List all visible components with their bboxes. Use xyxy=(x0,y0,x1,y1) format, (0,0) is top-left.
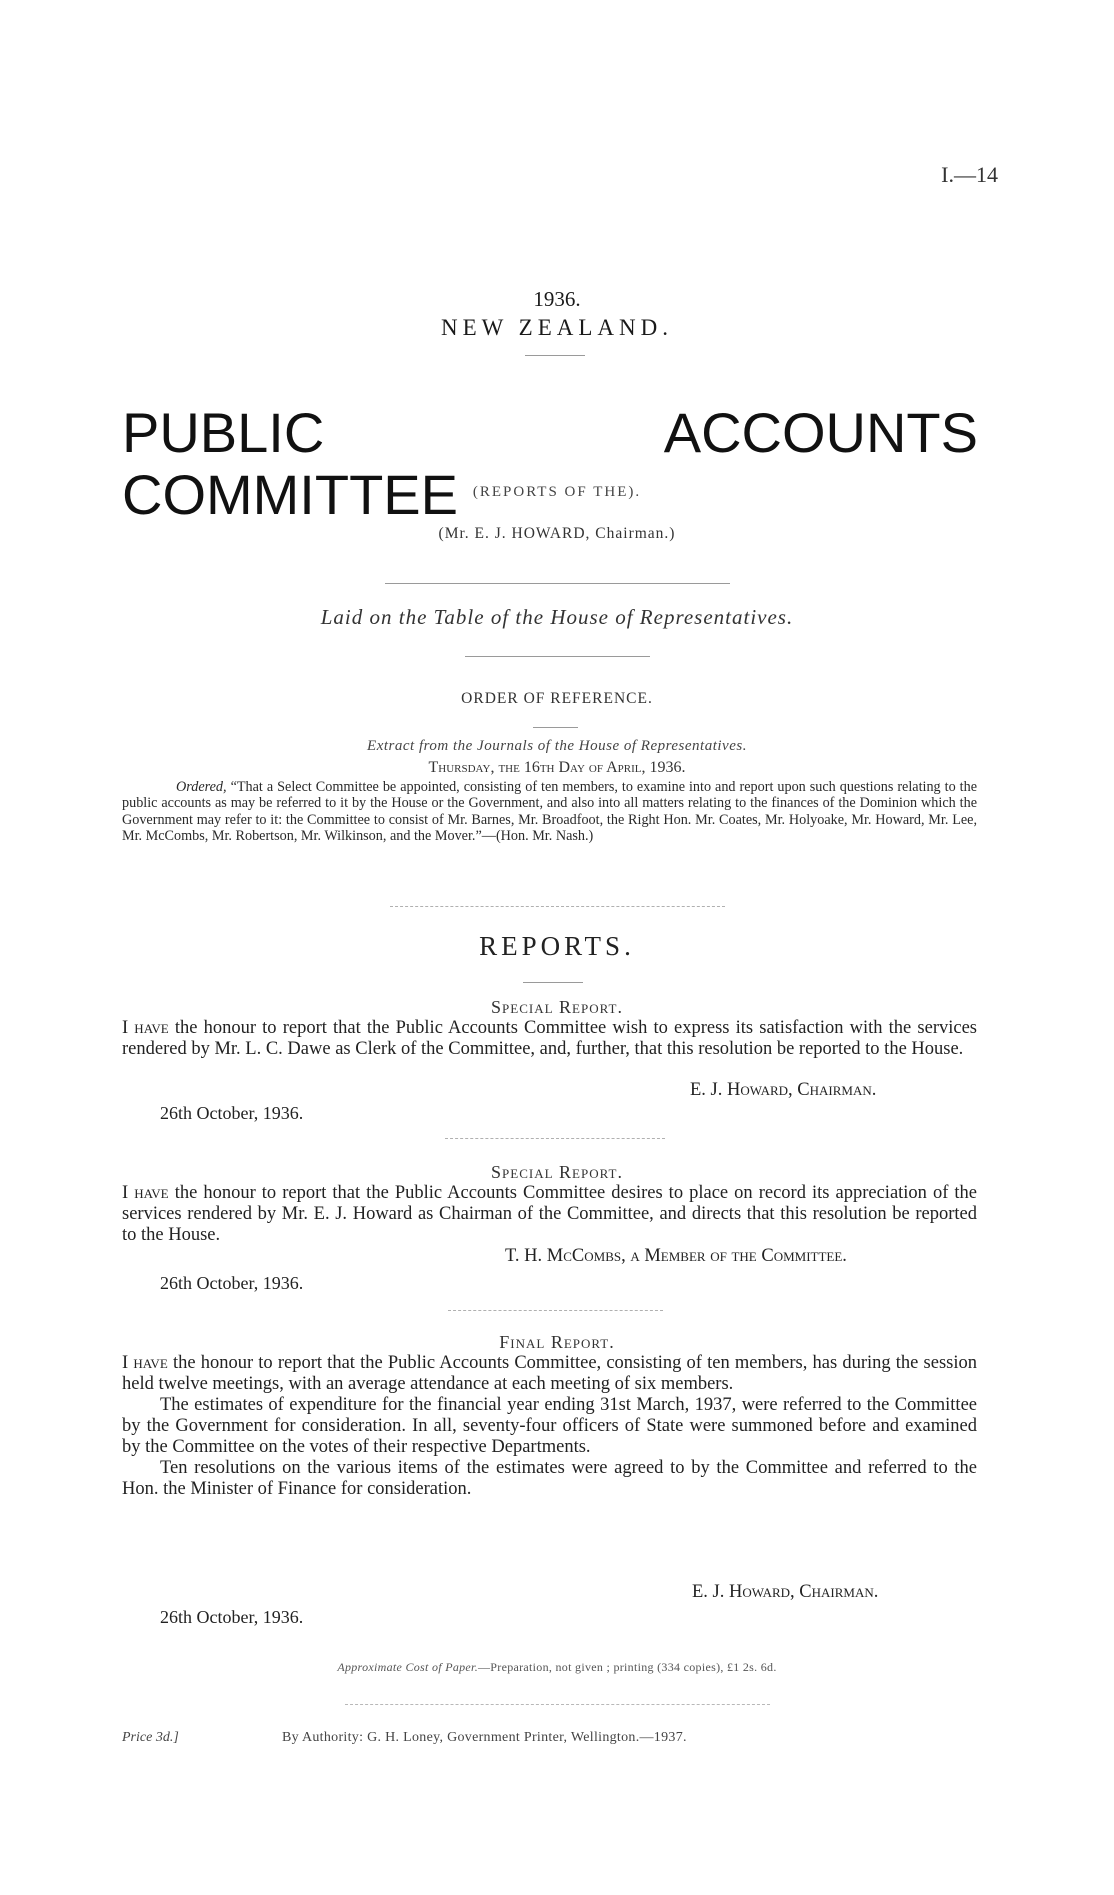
report2-text: the honour to report that the Public Accounts Committee desires to place on record its appreciation of the services rendered by Mr. E. J. Howard as Chairman of the Committee, and directs that this resolution be reported to the House. xyxy=(122,1183,978,1245)
report2-body xyxy=(122,1183,977,1246)
divider-1 xyxy=(525,355,585,356)
order-heading: ORDER OF REFERENCE. xyxy=(461,690,653,707)
report2-date: 26th October, 1936. xyxy=(160,1273,304,1293)
report1-body xyxy=(122,1018,977,1060)
report2-heading: Special Report. xyxy=(491,1162,623,1182)
divider-3 xyxy=(465,656,650,657)
ordered-word: Ordered, xyxy=(176,779,227,795)
report3-p1: the honour to report that the Public Accounts Committee, consisting of ten members, has during the session held twelve meetings, with an average attendance at each meeting of six members. xyxy=(122,1353,978,1394)
cost-text: —Preparation, not given ; printing (334 copies), £1 2s. 6d. xyxy=(478,1660,777,1674)
price: Price 3d.] xyxy=(122,1730,179,1745)
divider-5 xyxy=(390,906,725,907)
order-text xyxy=(122,779,977,845)
report3-date: 26th October, 1936. xyxy=(160,1607,304,1627)
order-extract: Extract from the Journals of the House of Representatives. xyxy=(367,738,747,754)
report2-opening: I have xyxy=(122,1183,169,1203)
chairman-line: (Mr. E. J. HOWARD, Chairman.) xyxy=(438,525,676,542)
order-body: “That a Select Committee be appointed, consisting of ten members, to examine into and report upon such questions relating to the public accounts as may be referred to it by the House or the Government, and also into all matters relating to the finances of the Dominion which the Government may refer to it: the Committee to consist of Mr. Barnes, Mr. Broadfoot, the Right Hon. Mr. Coates, Mr. Holyoake, Mr. Howard, Mr. Lee, Mr. McCombs, Mr. Robertson, Mr. Wilkinson, and the Mover.”—(Hon. Mr. Nash.) xyxy=(122,779,978,845)
divider-6 xyxy=(523,982,583,983)
report3-opening: I have xyxy=(122,1353,168,1373)
country: NEW ZEALAND. xyxy=(440,315,674,340)
order-date: Thursday, the 16th Day of April, 1936. xyxy=(428,759,686,776)
report1-date: 26th October, 1936. xyxy=(160,1103,304,1123)
page-title: PUBLIC ACCOUNTS COMMITTEE xyxy=(122,401,978,526)
report3-signature: E. J. Howard, Chairman. xyxy=(692,1582,879,1602)
divider-7 xyxy=(445,1138,665,1139)
divider-8 xyxy=(448,1310,663,1311)
divider-9 xyxy=(345,1704,770,1705)
year: 1936. xyxy=(533,287,581,311)
report3-body xyxy=(122,1353,977,1500)
report3-heading: Final Report. xyxy=(499,1332,615,1352)
report1-opening: I have xyxy=(122,1018,169,1038)
divider-2 xyxy=(385,583,730,584)
page-reference: I.—14 xyxy=(941,162,998,187)
cost-line xyxy=(0,1660,1114,1675)
subtitle: (REPORTS OF THE). xyxy=(472,484,642,500)
reports-heading: REPORTS. xyxy=(479,931,635,961)
divider-4 xyxy=(533,727,578,728)
cost-label: Approximate Cost of Paper. xyxy=(337,1660,478,1674)
laid-line: Laid on the Table of the House of Representatives. xyxy=(320,605,794,629)
authority: By Authority: G. H. Loney, Government Printer, Wellington.—1937. xyxy=(282,1730,687,1745)
report1-heading: Special Report. xyxy=(491,997,623,1017)
report3-p2: The estimates of expenditure for the financial year ending 31st March, 1937, were referred to the Committee by the Government for consideration. In all, seventy-four officers of State were summoned before and examined by the Committee on the votes of their respective Departments. xyxy=(122,1395,977,1457)
report1-signature: E. J. Howard, Chairman. xyxy=(690,1080,877,1100)
report2-signature: T. H. McCombs, a Member of the Committee. xyxy=(505,1246,847,1266)
report3-p3: Ten resolutions on the various items of the estimates were agreed to by the Committee and referred to the Hon. the Minister of Finance for consideration. xyxy=(122,1458,977,1499)
report1-text: the honour to report that the Public Accounts Committee wish to express its satisfaction with the services rendered by Mr. L. C. Dawe as Clerk of the Committee, and, further, that this resolution be reported to the House. xyxy=(122,1018,977,1059)
